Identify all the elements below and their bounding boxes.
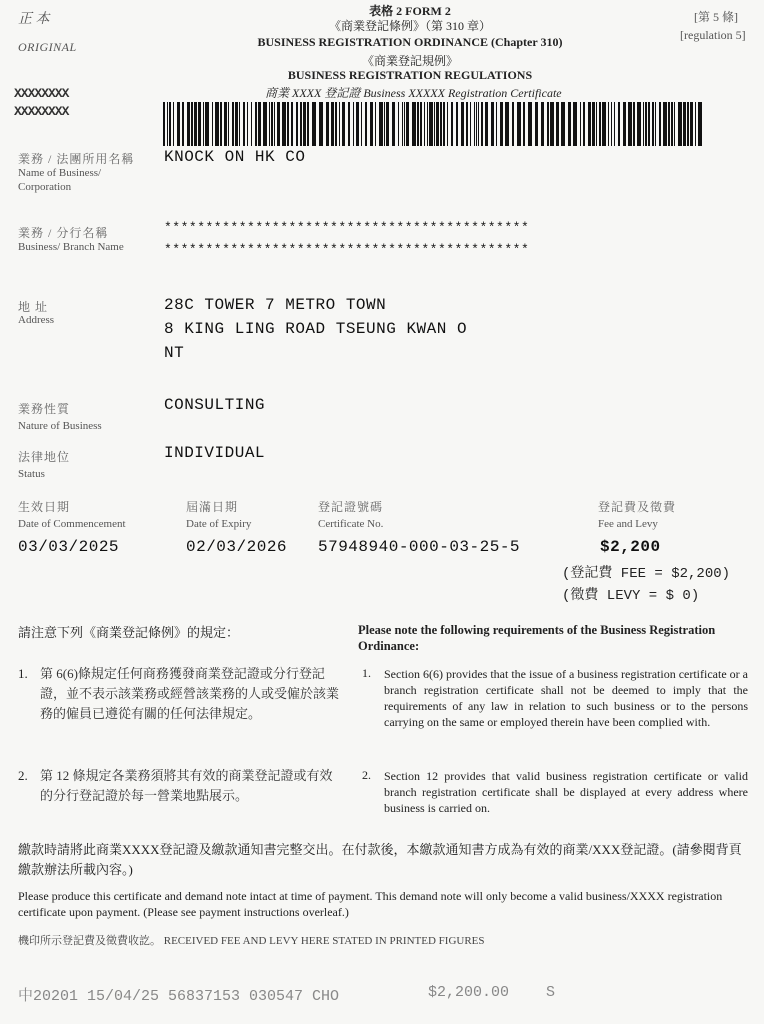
barcode-bar [456,102,458,146]
notes-heading-zh: 請注意下列《商業登記條例》的規定： [18,625,240,640]
barcode-bar [547,102,549,146]
barcode-bar [348,102,350,146]
barcode-bar [628,102,632,146]
barcode-bar [274,102,275,146]
barcode-bar [169,102,171,146]
barcode-bar [674,102,675,146]
barcode-bar [535,102,538,146]
branch-name-label-en: Business/ Branch Name [18,241,124,253]
original-zh: 正 本 [18,12,50,27]
barcode-bar [633,102,635,146]
barcode-bar [386,102,389,146]
regulations-en: BUSINESS REGISTRATION REGULATIONS [287,68,533,82]
barcode-bar [205,102,209,146]
received-notice: 機印所示登記費及徵費收訖。 RECEIVED FEE AND LEVY HERE STATED IN PRINTED FIGURES [18,935,485,947]
barcode-bar [406,102,409,146]
note-2-number-en: 2. [362,768,371,782]
section-zh: [第 5 條] [694,10,738,24]
barcode-bar [228,102,229,146]
address-line-1: 28C TOWER 7 METRO TOWN [164,296,387,314]
barcode-bar [663,102,667,146]
barcode-bar [339,102,340,146]
barcode-bar [556,102,559,146]
cert-no-label-en: Certificate No. [318,518,384,530]
barcode-bar [263,102,267,146]
barcode-bar [599,102,601,146]
branch-name-label-zh: 業務 / 分行名稱 [18,226,109,240]
barcode-bar [303,102,306,146]
barcode-bar [496,102,497,146]
barcode-bar [375,102,376,146]
barcode-bar [443,102,445,146]
barcode-bar [379,102,383,146]
barcode-bar [361,102,362,146]
barcode-bar [687,102,689,146]
barcode-bar [466,102,468,146]
address-label-en: Address [18,314,55,326]
barcode-bar [645,102,647,146]
note-1-en: Section 6(6) provides that the issue of a business registration certificate or a branch registration certificate shall not be deemed to imply that the requirements of any law in relation to such business or to the persons carrying on the same or employed therein have been complied with. [384,667,748,729]
barcode-bar [420,102,422,146]
barcode-bar [580,102,581,146]
barcode-bar [695,102,696,146]
commencement-label-en: Date of Commencement [18,518,126,530]
certificate-type: 商業 XXXX 登記證 Business XXXXX Registration Certificate [265,86,562,100]
payment-instruction-en: Please produce this certificate and demand note intact at time of payment. This demand note will only become a valid business/XXXX registration certificate upon payment. (Please see payment instructions overleaf.) [18,889,723,919]
barcode-bar [319,102,323,146]
barcode-bar [194,102,197,146]
barcode-bar [648,102,650,146]
barcode-bar [258,102,261,146]
barcode-bar [212,102,213,146]
fee-total-value: $2,200 [600,538,661,556]
note-1-number-en: 1. [362,666,371,680]
expiry-label-zh: 屆滿日期 [186,500,239,514]
barcode-bar [173,102,174,146]
barcode-bar [623,102,626,146]
barcode-bar [215,102,219,146]
barcode-bar [277,102,280,146]
receipt-code: 中20201 15/04/25 56837153 030547 CHO [18,988,340,1005]
barcode-bar [235,102,238,146]
barcode-bar [500,102,503,146]
barcode-bar [424,102,425,146]
section-en: [regulation 5] [680,28,746,42]
nature-label-zh: 業務性質 [18,402,71,416]
barcode-bar [481,102,483,146]
barcode-bar [698,102,702,146]
barcode-bar [592,102,595,146]
note-1-number-zh: 1. [18,666,28,681]
barcode-bar [255,102,257,146]
barcode-bar [163,102,165,146]
barcode-bar [474,102,475,146]
barcode-bar [440,102,442,146]
barcode-bar [232,102,234,146]
barcode-bar [353,102,354,146]
barcode-bar [243,102,245,146]
barcode-bar [611,102,612,146]
barcode-bar [517,102,521,146]
barcode-bar [335,102,337,146]
redacted-code-1: XXXXXXXX [14,86,69,101]
barcode-bar [655,102,656,146]
barcode-bar [224,102,227,146]
fee-label-zh: 登記費及徵費 [598,500,677,514]
ordinance-zh: 《商業登記條例》（第 310 章） [328,19,491,33]
barcode-bar [683,102,686,146]
barcode-bar [573,102,577,146]
payment-instruction-zh: 繳款時請將此商業XXXX登記證及繳款通知書完整交出。在付款後，本繳款通知書方成為有效的商業/XXX登記證。(請參閱背頁繳款辦法所載內容。) [18,842,742,877]
barcode-bar [505,102,509,146]
note-1-zh: 第 6(6)條規定任何商務獲發商業登記證或分行登記證，並不表示該業務或經營該業務的人或受僱於該業務的僱員已遵從有關的任何法律規定。 [40,666,340,721]
barcode-bar [307,102,309,146]
barcode-bar [461,102,464,146]
barcode-bar [417,102,419,146]
expiry-value: 02/03/2026 [186,538,288,556]
barcode-bar [342,102,345,146]
barcode-bar [220,102,222,146]
barcode-bar [643,102,644,146]
barcode-bar [523,102,525,146]
business-name-label-zh: 業務 / 法團所用名稱 [18,152,135,166]
original-en: ORIGINAL [18,40,77,54]
barcode-bar [618,102,620,146]
business-name-value: KNOCK ON HK CO [164,148,306,166]
note-2-number-zh: 2. [18,768,28,783]
barcode-bar [287,102,289,146]
barcode-bar [678,102,682,146]
levy-breakdown: (徵費 LEVY = $ 0) [562,588,700,604]
cert-no-label-zh: 登記證號碼 [318,500,384,514]
barcode-bar [659,102,661,146]
barcode-bar [637,102,641,146]
barcode-bar [251,102,252,146]
barcode-bar [436,102,439,146]
receipt-suffix: S [546,984,556,1001]
cert-no-value: 57948940-000-03-25-5 [318,538,521,556]
commencement-label-zh: 生效日期 [18,500,71,514]
barcode-bar [356,102,359,146]
barcode-bar [271,102,273,146]
barcode-bar [269,102,270,146]
branch-name-value-1: ******************************************** [164,220,530,235]
barcode-bar [476,102,477,146]
receipt-amount: $2,200.00 [428,984,510,1001]
barcode-bar [167,102,168,146]
barcode-bar [187,102,190,146]
redacted-code-2: XXXXXXXX [14,104,69,119]
notes-heading-en: Please note the following requirements of the Business Registration Ordinance: [358,623,716,653]
barcode-bar [614,102,615,146]
address-line-3: NT [164,344,185,362]
barcode-bar [247,102,248,146]
address-line-2: 8 KING LING ROAD TSEUNG KWAN O [164,320,468,338]
barcode-bar [296,102,298,146]
nature-label-en: Nature of Business [18,420,102,432]
barcode-bar [429,102,433,146]
barcode-bar [402,102,403,146]
barcode-bar [312,102,316,146]
barcode-bar [398,102,399,146]
status-label-en: Status [18,468,45,480]
barcode-bar [485,102,488,146]
barcode [163,102,703,146]
barcode-bar [512,102,514,146]
barcode-bar [541,102,544,146]
fee-label-en: Fee and Levy [598,518,658,530]
barcode-bar [447,102,448,146]
barcode-bar [434,102,435,146]
nature-value: CONSULTING [164,396,266,414]
barcode-bar [326,102,329,146]
barcode-bar [652,102,654,146]
barcode-bar [392,102,395,146]
barcode-bar [491,102,494,146]
fee-breakdown: (登記費 FEE = $2,200) [562,566,731,582]
barcode-bar [583,102,585,146]
commencement-value: 03/03/2025 [18,538,120,556]
barcode-bar [596,102,597,146]
barcode-bar [427,102,428,146]
barcode-bar [291,102,293,146]
barcode-bar [608,102,609,146]
note-2-zh: 第 12 條規定各業務須將其有效的商業登記證或有效的分行登記證於每一營業地點展示。 [40,768,333,803]
note-2-en: Section 12 provides that valid business registration certificate or valid branch registration certificate shall be displayed at every address where business is carried on. [384,769,748,815]
barcode-bar [668,102,670,146]
status-label-zh: 法律地位 [18,450,71,464]
barcode-bar [331,102,334,146]
barcode-bar [470,102,471,146]
barcode-bar [384,102,385,146]
barcode-bar [451,102,453,146]
barcode-bar [478,102,479,146]
address-label-zh: 地 址 [18,300,49,314]
barcode-bar [671,102,673,146]
form-number: 表格 2 FORM 2 [369,4,451,18]
business-name-label-en: Name of Business/ Corporation [18,167,102,193]
barcode-bar [191,102,193,146]
barcode-bar [177,102,180,146]
expiry-label-en: Date of Expiry [186,518,252,530]
barcode-bar [412,102,416,146]
branch-name-value-2: ******************************************** [164,242,530,257]
regulations-zh: 《商業登記規例》 [361,54,458,68]
barcode-bar [365,102,367,146]
barcode-bar [561,102,565,146]
barcode-bar [602,102,606,146]
barcode-bar [404,102,405,146]
barcode-bar [182,102,184,146]
barcode-bar [239,102,240,146]
barcode-bar [370,102,373,146]
barcode-bar [550,102,554,146]
ordinance-en: BUSINESS REGISTRATION ORDINANCE (Chapter 310) [257,35,563,49]
barcode-bar [203,102,204,146]
status-value: INDIVIDUAL [164,444,266,462]
barcode-bar [282,102,286,146]
barcode-bar [300,102,302,146]
barcode-bar [588,102,591,146]
barcode-bar [690,102,693,146]
barcode-bar [198,102,201,146]
barcode-bar [528,102,532,146]
barcode-bar [568,102,571,146]
